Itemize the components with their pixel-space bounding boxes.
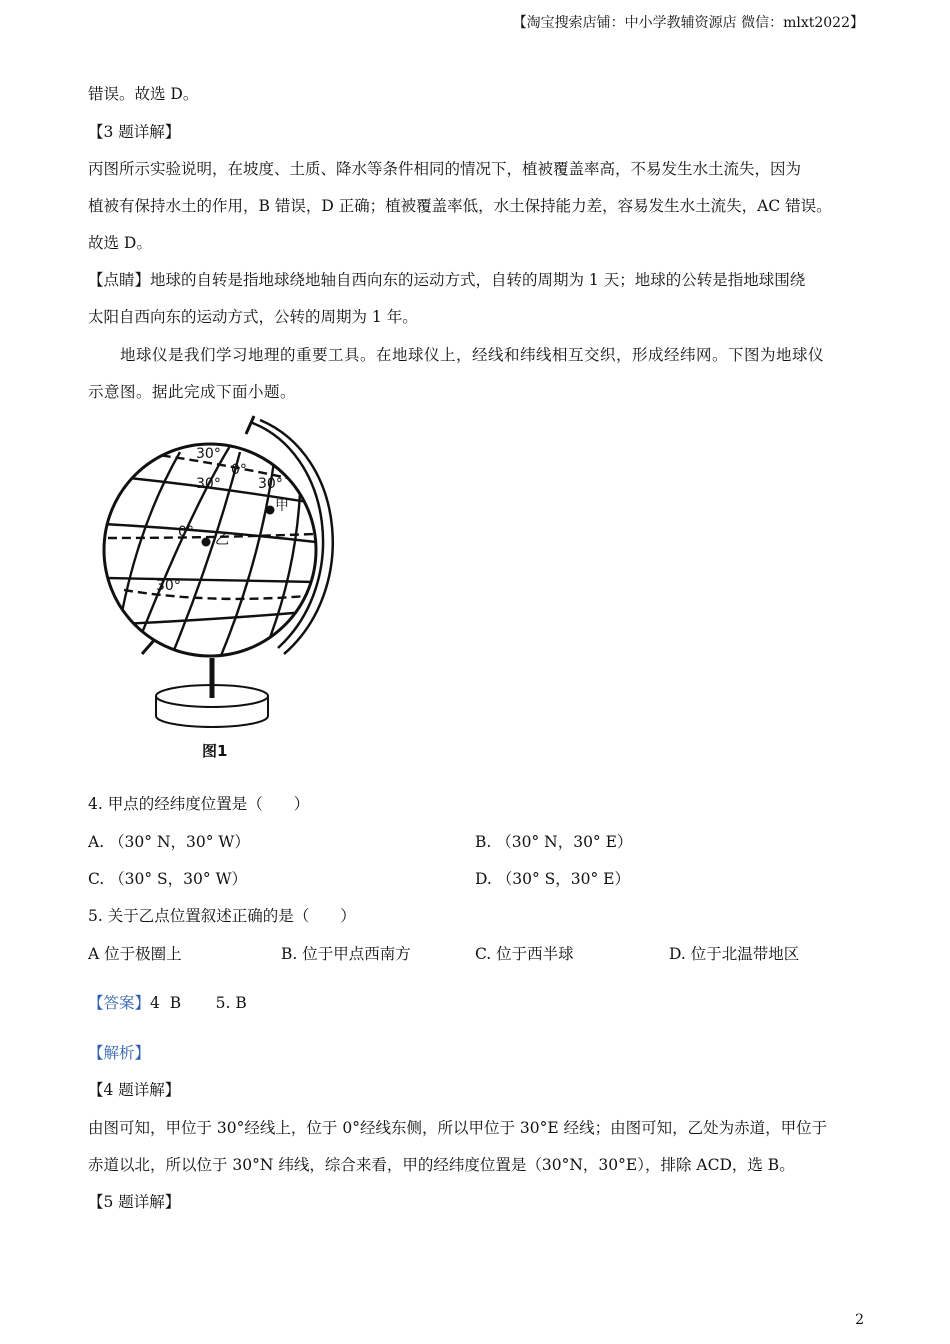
label-lon-30-right: 30°	[258, 476, 283, 492]
text-line: 错误。故选 D。	[88, 85, 199, 103]
figure-caption: 图1	[202, 742, 228, 760]
section-heading: 【3 题详解】	[88, 123, 181, 141]
globe-figure	[100, 412, 340, 732]
tip-line: 【点睛】地球的自转是指地球绕地轴自西向东的运动方式，自转的周期为 1 天；地球的公转是指地球围绕	[88, 271, 806, 289]
q4-option-c: C. （30° S，30° W）	[88, 870, 248, 888]
q4-option-d: D. （30° S，30° E）	[475, 870, 630, 888]
question-4-stem: 4. 甲点的经纬度位置是（ ）	[88, 795, 310, 813]
text-line: 赤道以北，所以位于 30°N 纬线，综合来看，甲的经纬度位置是（30°N，30°E），排除 ACD，选 B。	[88, 1156, 795, 1174]
intro-line: 示意图。据此完成下面小题。	[88, 383, 297, 401]
point-yi-marker	[202, 538, 211, 547]
answer-label: 【答案】	[88, 994, 151, 1012]
q5-option-a: A 位于极圈上	[88, 945, 182, 963]
label-lat-30-top: 30°	[196, 446, 221, 462]
label-lat-30-bottom: 30°	[156, 578, 181, 594]
q5-option-b: B. 位于甲点西南方	[281, 945, 411, 963]
label-lon-30-left: 30°	[196, 476, 221, 492]
text-line: 由图可知，甲位于 30°经线上，位于 0°经线东侧，所以甲位于 30°E 经线；由图可知，乙处为赤道，甲位于	[88, 1119, 828, 1137]
answer-text: 4 B 5. B	[150, 994, 247, 1012]
q5-option-c: C. 位于西半球	[475, 945, 574, 963]
label-point-jia: 甲	[275, 498, 289, 514]
text-line: 故选 D。	[88, 234, 152, 252]
intro-line: 地球仪是我们学习地理的重要工具。在地球仪上，经线和纬线相互交织，形成经纬网。下图为地球仪	[120, 346, 825, 364]
q4-option-a: A. （30° N，30° W）	[88, 833, 250, 851]
analysis-label: 【解析】	[88, 1044, 151, 1062]
question-5-stem: 5. 关于乙点位置叙述正确的是（ ）	[88, 907, 356, 925]
text-line: 植被有保持水土的作用，B 错误，D 正确；植被覆盖率低，水土保持能力差，容易发生水土流失，AC 错误。	[88, 197, 832, 215]
label-lat-0: 0°	[178, 524, 194, 540]
point-jia-marker	[266, 506, 275, 515]
label-lon-0: 0°	[231, 462, 247, 478]
page-number: 2	[855, 1312, 864, 1328]
text-line: 太阳自西向东的运动方式，公转的周期为 1 年。	[88, 308, 418, 326]
page-header: 【淘宝搜索店铺：中小学教辅资源店 微信：mlxt2022】	[512, 15, 864, 31]
answer-line	[88, 991, 247, 1013]
text-line: 丙图所示实验说明，在坡度、土质、降水等条件相同的情况下，植被覆盖率高，不易发生水土流失，因为	[88, 160, 802, 178]
label-point-yi: 乙	[215, 532, 229, 548]
q5-option-d: D. 位于北温带地区	[669, 945, 800, 963]
section-heading: 【5 题详解】	[88, 1193, 181, 1211]
section-heading: 【4 题详解】	[88, 1081, 181, 1099]
q4-option-b: B. （30° N，30° E）	[475, 833, 633, 851]
